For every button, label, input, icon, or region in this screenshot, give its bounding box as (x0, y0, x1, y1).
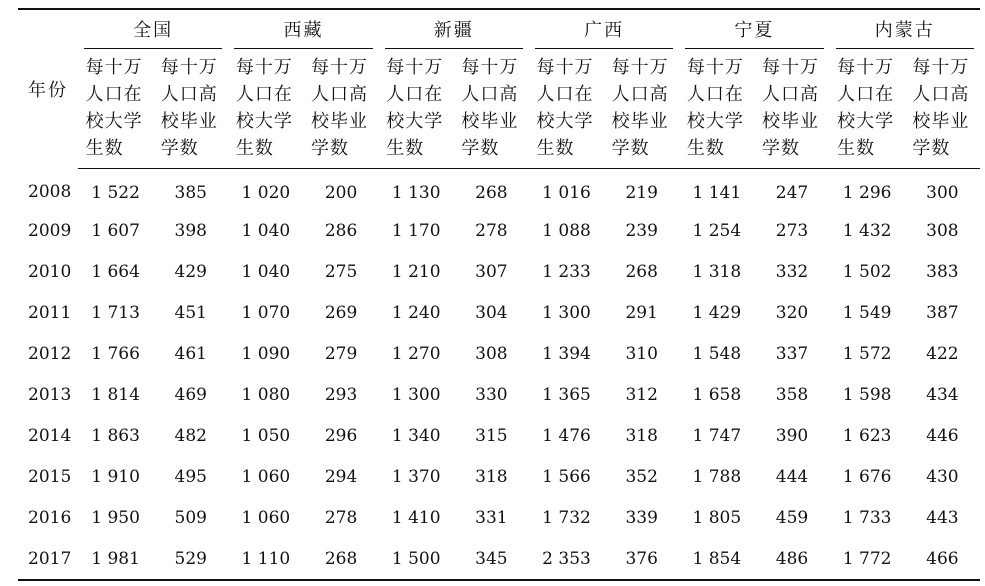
metric-header-enrolled: 每十万人口在校大学生数 (228, 48, 303, 169)
metric-header-enrolled: 每十万人口在校大学生数 (529, 48, 604, 169)
enrolled-per-100k-cell: 1 598 (842, 384, 892, 405)
enrolled-per-100k-cell: 1 814 (91, 384, 140, 405)
graduates-per-100k-cell: 461 (174, 343, 207, 364)
metric-header-graduates: 每十万人口高校毕业学数 (604, 48, 679, 169)
enrolled-per-100k-cell: 1 060 (241, 466, 291, 487)
metric-header-row (18, 48, 980, 169)
metric-header-enrolled: 每十万人口在校大学生数 (379, 48, 454, 169)
graduates-per-100k-cell: 358 (775, 384, 809, 405)
year-cell: 2016 (28, 507, 72, 528)
enrolled-per-100k-cell: 1 394 (542, 343, 591, 364)
region-header-guangxi (529, 9, 679, 48)
graduates-per-100k-cell: 286 (324, 220, 358, 241)
enrolled-per-100k-cell: 1 788 (692, 466, 742, 487)
year-cell: 2010 (28, 261, 72, 282)
metric-header-graduates: 每十万人口高校毕业学数 (454, 48, 529, 169)
enrolled-per-100k-cell: 1 658 (692, 384, 742, 405)
graduates-per-100k-cell: 269 (324, 302, 358, 323)
enrolled-per-100k-cell: 1 080 (241, 384, 291, 405)
graduates-per-100k-cell: 486 (754, 538, 829, 580)
enrolled-per-100k-cell: 1 370 (391, 466, 441, 487)
region-label: 广西 (584, 20, 625, 41)
enrolled-per-100k-cell: 1 772 (830, 538, 905, 580)
graduates-per-100k-cell: 200 (324, 182, 358, 203)
metric-header-enrolled: 每十万人口在校大学生数 (78, 48, 153, 169)
enrolled-per-100k-cell: 1 910 (91, 466, 140, 487)
graduates-per-100k-cell: 291 (625, 302, 658, 323)
enrolled-per-100k-cell: 1 410 (391, 507, 441, 528)
enrolled-per-100k-cell: 1 254 (692, 220, 742, 241)
enrolled-per-100k-cell: 1 607 (91, 220, 140, 241)
enrolled-per-100k-cell: 1 088 (542, 220, 591, 241)
graduates-per-100k-cell: 315 (475, 425, 508, 446)
enrolled-per-100k-cell: 1 733 (842, 507, 892, 528)
metric-header-enrolled: 每十万人口在校大学生数 (830, 48, 905, 169)
graduates-per-100k-cell: 443 (926, 507, 959, 528)
enrolled-per-100k-cell: 1 747 (692, 425, 742, 446)
region-header-ningxia (679, 9, 829, 48)
enrolled-per-100k-cell: 1 432 (842, 220, 892, 241)
enrolled-per-100k-cell: 1 318 (692, 261, 742, 282)
graduates-per-100k-cell: 332 (775, 261, 809, 282)
enrolled-per-100k-cell: 1 766 (91, 343, 140, 364)
table-row (18, 251, 980, 292)
graduates-per-100k-cell: 376 (604, 538, 679, 580)
graduates-per-100k-cell: 390 (775, 425, 809, 446)
graduates-per-100k-cell: 312 (625, 384, 658, 405)
graduates-per-100k-cell: 337 (775, 343, 809, 364)
graduates-per-100k-cell: 294 (324, 466, 358, 487)
year-cell: 2014 (28, 425, 72, 446)
region-header-tibet (228, 9, 378, 48)
enrolled-per-100k-cell: 1 170 (391, 220, 441, 241)
year-cell: 2017 (18, 538, 78, 580)
enrolled-per-100k-cell: 1 020 (241, 182, 291, 203)
year-cell: 2011 (28, 302, 72, 323)
metric-header-graduates: 每十万人口高校毕业学数 (905, 48, 980, 169)
graduates-per-100k-cell: 307 (475, 261, 508, 282)
graduates-per-100k-cell: 482 (174, 425, 207, 446)
graduates-per-100k-cell: 273 (775, 220, 809, 241)
graduates-per-100k-cell: 422 (926, 343, 959, 364)
graduates-per-100k-cell: 296 (324, 425, 358, 446)
region-label: 西藏 (283, 20, 324, 41)
enrolled-per-100k-cell: 1 549 (842, 302, 892, 323)
graduates-per-100k-cell: 352 (625, 466, 658, 487)
graduates-per-100k-cell: 331 (475, 507, 508, 528)
graduates-per-100k-cell: 308 (926, 220, 959, 241)
graduates-per-100k-cell: 268 (475, 182, 508, 203)
graduates-per-100k-cell: 444 (775, 466, 809, 487)
graduates-per-100k-cell: 469 (174, 384, 207, 405)
region-label: 宁夏 (734, 20, 775, 41)
enrolled-per-100k-cell: 1 676 (842, 466, 892, 487)
table-row (18, 333, 980, 374)
year-cell: 2012 (28, 343, 72, 364)
enrolled-per-100k-cell: 1 664 (91, 261, 140, 282)
enrolled-per-100k-cell: 1 040 (241, 220, 291, 241)
graduates-per-100k-cell: 278 (475, 220, 508, 241)
region-header-national (78, 9, 228, 48)
graduates-per-100k-cell: 387 (926, 302, 959, 323)
year-cell: 2015 (28, 466, 72, 487)
graduates-per-100k-cell: 310 (625, 343, 658, 364)
enrolled-per-100k-cell: 1 300 (391, 384, 441, 405)
year-cell: 2013 (28, 384, 72, 405)
region-label: 全国 (133, 20, 174, 41)
year-cell: 2009 (28, 220, 72, 241)
graduates-per-100k-cell: 268 (303, 538, 378, 580)
graduates-per-100k-cell: 430 (926, 466, 959, 487)
graduates-per-100k-cell: 279 (324, 343, 358, 364)
region-label: 新疆 (433, 20, 474, 41)
enrolled-per-100k-cell: 1 863 (91, 425, 140, 446)
graduates-per-100k-cell: 383 (926, 261, 959, 282)
enrolled-per-100k-cell: 1 566 (542, 466, 591, 487)
table-row (18, 374, 980, 415)
graduates-per-100k-cell: 268 (625, 261, 658, 282)
enrolled-per-100k-cell: 1 713 (91, 302, 140, 323)
metric-header-enrolled: 每十万人口在校大学生数 (679, 48, 754, 169)
enrolled-per-100k-cell: 1 522 (91, 182, 140, 203)
enrolled-per-100k-cell: 2 353 (529, 538, 604, 580)
graduates-per-100k-cell: 293 (324, 384, 358, 405)
enrolled-per-100k-cell: 1 130 (391, 182, 441, 203)
table-row (18, 292, 980, 333)
graduates-per-100k-cell: 278 (324, 507, 358, 528)
table-row (18, 538, 980, 580)
graduates-per-100k-cell: 529 (153, 538, 228, 580)
graduates-per-100k-cell: 434 (926, 384, 959, 405)
graduates-per-100k-cell: 247 (775, 182, 809, 203)
table-row (18, 415, 980, 456)
enrolled-per-100k-cell: 1 141 (692, 182, 742, 203)
enrolled-per-100k-cell: 1 040 (241, 261, 291, 282)
metric-header-graduates: 每十万人口高校毕业学数 (754, 48, 829, 169)
graduates-per-100k-cell: 318 (625, 425, 658, 446)
enrolled-per-100k-cell: 1 502 (842, 261, 892, 282)
metric-header-graduates: 每十万人口高校毕业学数 (153, 48, 228, 169)
enrolled-per-100k-cell: 1 060 (241, 507, 291, 528)
region-label: 内蒙古 (874, 20, 935, 41)
year-column-header: 年份 (18, 9, 78, 169)
enrolled-per-100k-cell: 1 950 (91, 507, 140, 528)
graduates-per-100k-cell: 318 (475, 466, 508, 487)
enrolled-per-100k-cell: 1 623 (842, 425, 892, 446)
enrolled-per-100k-cell: 1 732 (542, 507, 591, 528)
graduates-per-100k-cell: 275 (324, 261, 358, 282)
enrolled-per-100k-cell: 1 240 (391, 302, 441, 323)
enrolled-per-100k-cell: 1 270 (391, 343, 441, 364)
enrolled-per-100k-cell: 1 429 (692, 302, 742, 323)
table-row (18, 497, 980, 538)
graduates-per-100k-cell: 495 (174, 466, 207, 487)
enrolled-per-100k-cell: 1 300 (542, 302, 591, 323)
enrolled-per-100k-cell: 1 050 (241, 425, 291, 446)
year-cell: 2008 (28, 182, 72, 203)
enrolled-per-100k-cell: 1 854 (679, 538, 754, 580)
graduates-per-100k-cell: 385 (174, 182, 207, 203)
enrolled-per-100k-cell: 1 110 (228, 538, 303, 580)
enrolled-per-100k-cell: 1 500 (379, 538, 454, 580)
graduates-per-100k-cell: 308 (475, 343, 508, 364)
enrolled-per-100k-cell: 1 070 (241, 302, 291, 323)
enrolled-per-100k-cell: 1 016 (542, 182, 591, 203)
table-row (18, 456, 980, 497)
graduates-per-100k-cell: 330 (475, 384, 508, 405)
enrolled-per-100k-cell: 1 805 (692, 507, 742, 528)
enrolled-per-100k-cell: 1 090 (241, 343, 291, 364)
graduates-per-100k-cell: 219 (625, 182, 658, 203)
graduates-per-100k-cell: 429 (174, 261, 207, 282)
metric-header-graduates: 每十万人口高校毕业学数 (303, 48, 378, 169)
region-header-xinjiang (379, 9, 529, 48)
enrolled-per-100k-cell: 1 210 (391, 261, 441, 282)
enrolled-per-100k-cell: 1 365 (542, 384, 591, 405)
graduates-per-100k-cell: 320 (775, 302, 809, 323)
enrolled-per-100k-cell: 1 981 (78, 538, 153, 580)
enrolled-per-100k-cell: 1 548 (692, 343, 742, 364)
region-header-inner-mongolia (830, 9, 980, 48)
table-body (18, 169, 980, 581)
graduates-per-100k-cell: 345 (454, 538, 529, 580)
graduates-per-100k-cell: 339 (625, 507, 658, 528)
enrolled-per-100k-cell: 1 296 (842, 182, 892, 203)
graduates-per-100k-cell: 459 (775, 507, 809, 528)
graduates-per-100k-cell: 466 (905, 538, 980, 580)
graduates-per-100k-cell: 398 (174, 220, 207, 241)
graduates-per-100k-cell: 451 (174, 302, 207, 323)
graduates-per-100k-cell: 304 (475, 302, 508, 323)
graduates-per-100k-cell: 446 (926, 425, 959, 446)
graduates-per-100k-cell: 300 (926, 182, 959, 203)
graduates-per-100k-cell: 509 (174, 507, 207, 528)
enrolled-per-100k-cell: 1 233 (542, 261, 591, 282)
table-row (18, 169, 980, 211)
enrolled-per-100k-cell: 1 340 (391, 425, 441, 446)
region-header-row (18, 9, 980, 48)
data-table-container (18, 8, 980, 581)
statistics-table (18, 8, 980, 581)
table-row (18, 210, 980, 251)
graduates-per-100k-cell: 239 (625, 220, 658, 241)
enrolled-per-100k-cell: 1 476 (542, 425, 591, 446)
enrolled-per-100k-cell: 1 572 (842, 343, 892, 364)
